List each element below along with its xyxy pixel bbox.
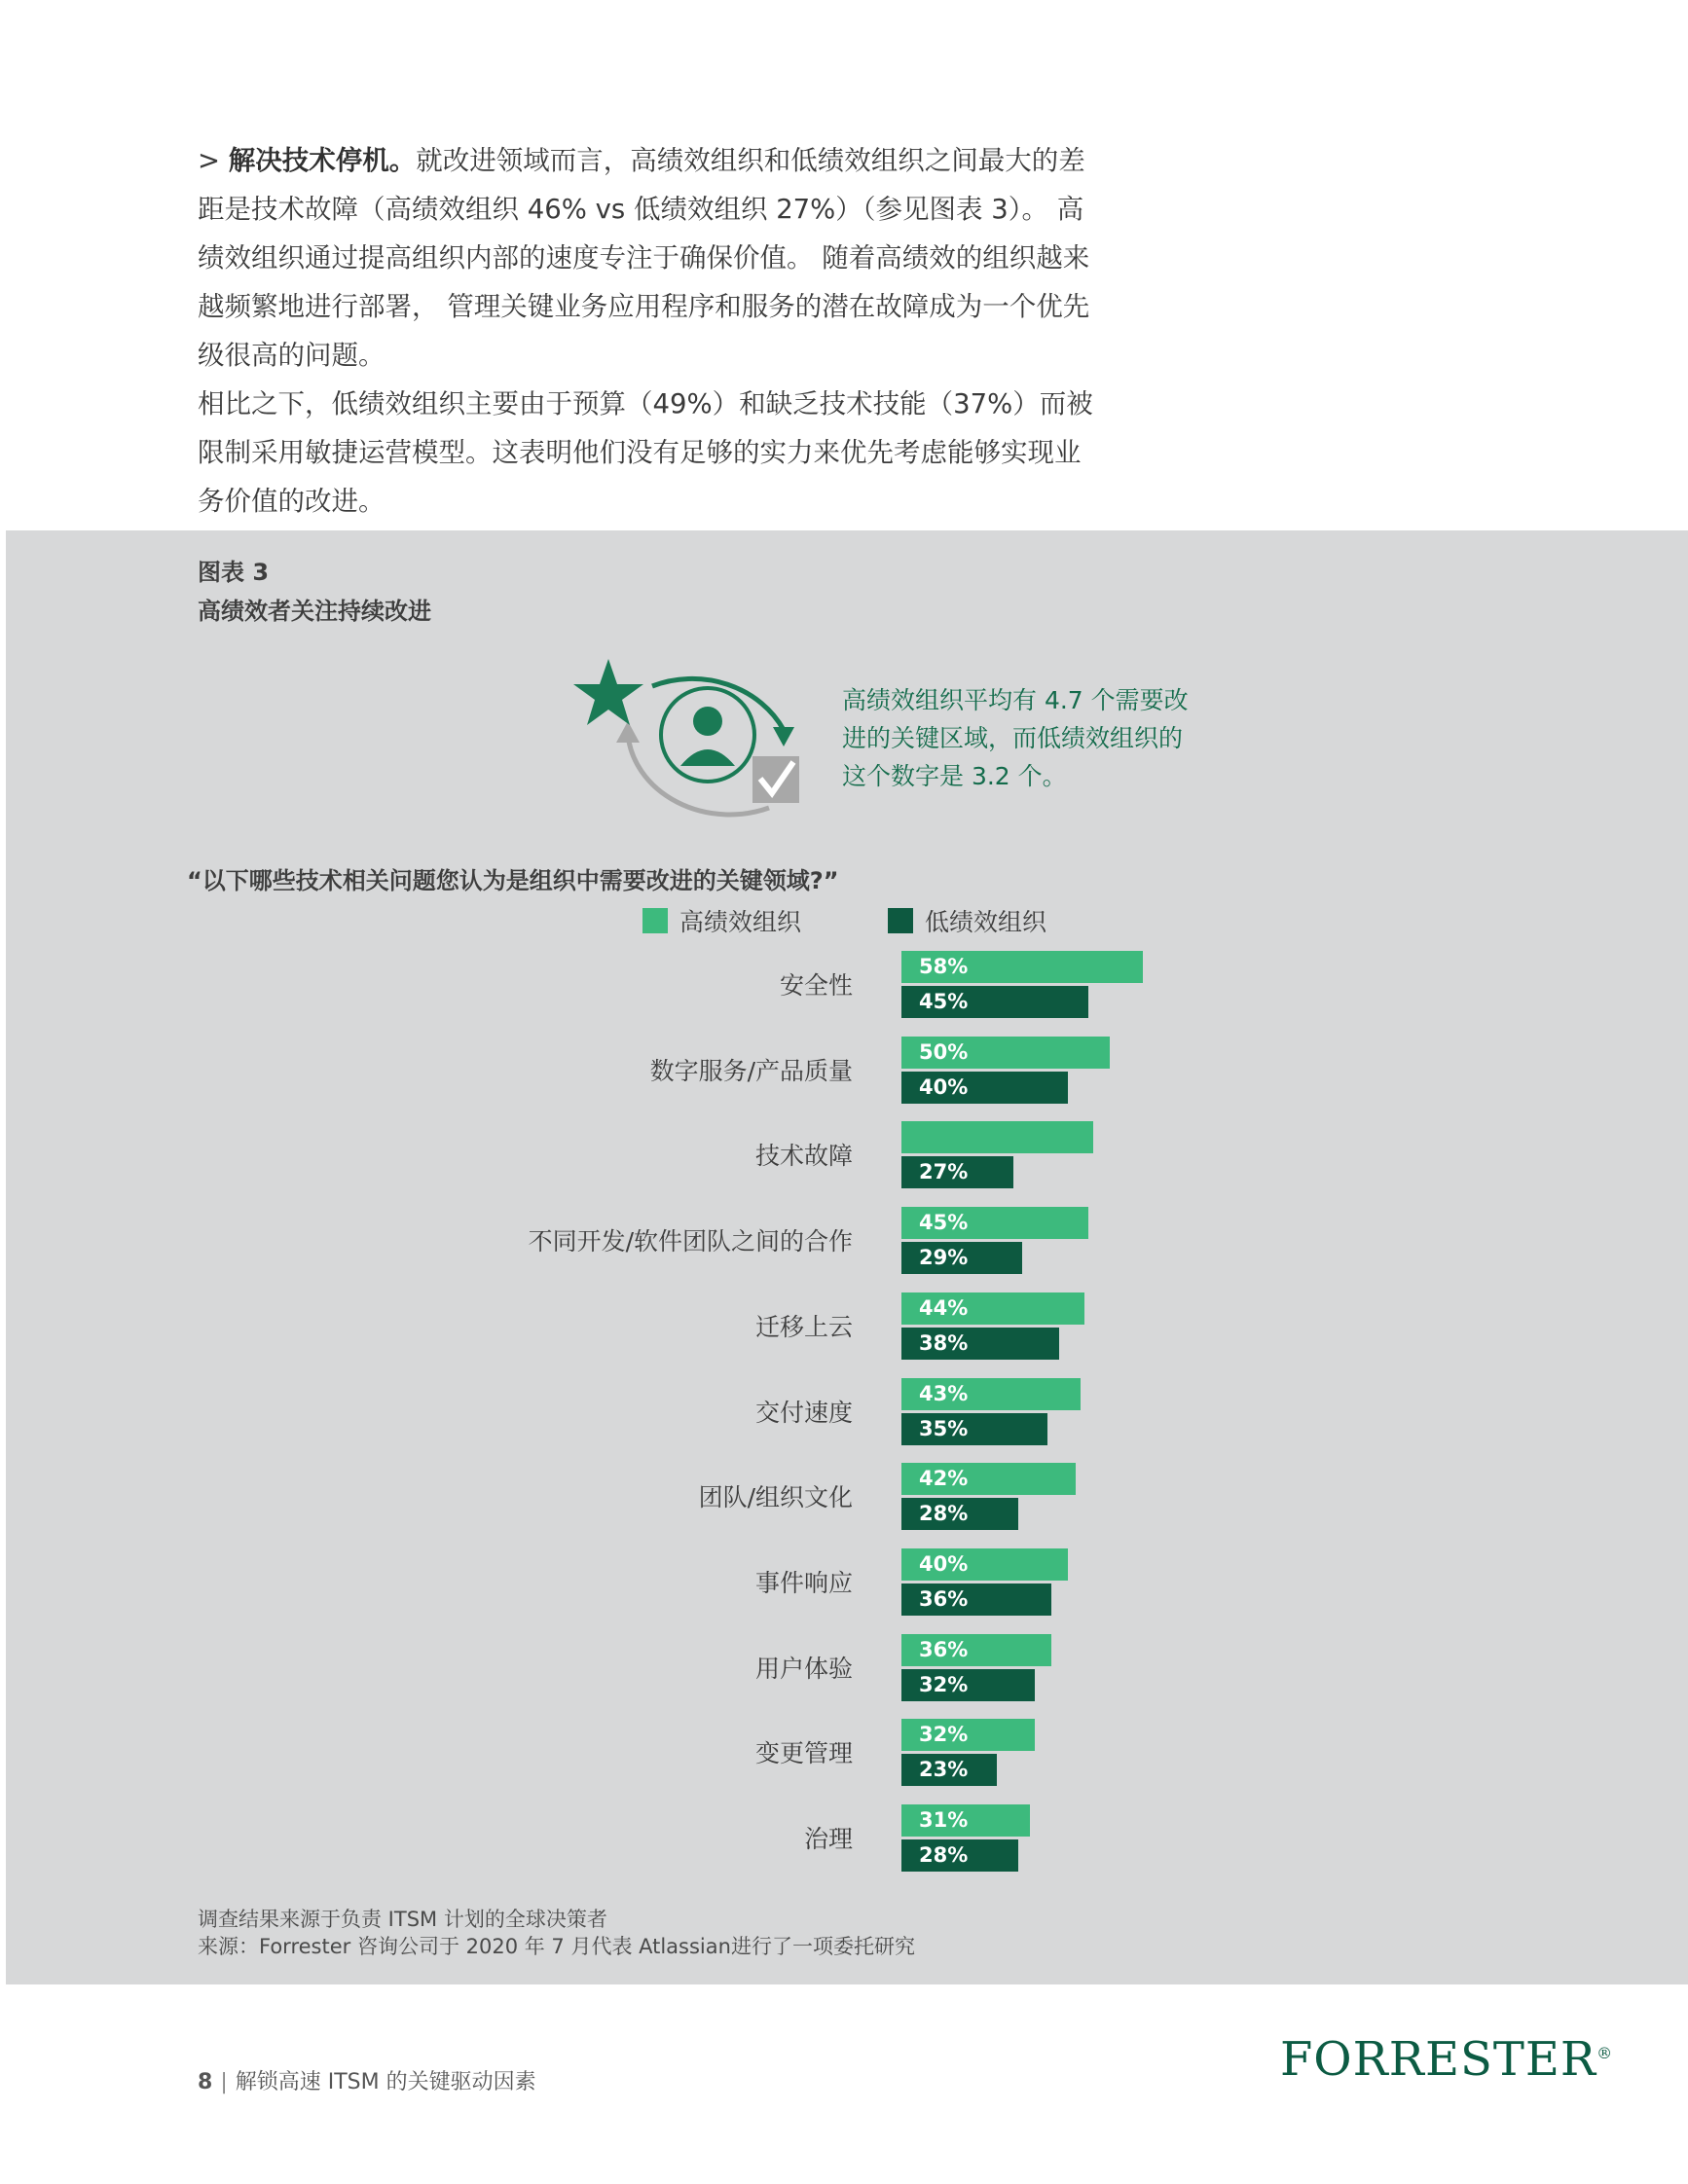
bar-high-performer [901,1037,1110,1069]
legend-item-low [888,903,1046,938]
bar-high-performer [901,1804,1030,1837]
bar-value-label: 28% [919,1843,969,1867]
bar-value-label: 31% [919,1808,969,1832]
bar-low-performer [901,1498,1018,1530]
intro-text [198,136,1093,526]
legend-swatch-high [642,908,668,933]
chart-notes [198,1906,915,1960]
bar-high-performer [901,1207,1088,1239]
figure-label: 图表 3 [198,559,270,586]
chart-row [0,1291,1688,1361]
bar-value-label: 40% [919,1551,969,1576]
bar-value-label: 50% [919,1039,969,1064]
legend-swatch-low [888,908,913,933]
chart-row [0,1717,1688,1787]
bar-value-label: 32% [919,1672,969,1696]
bar-low-performer [901,1072,1068,1104]
bar-value-label: 32% [919,1723,969,1747]
category-label: 变更管理 [754,1739,853,1768]
figure-title: 高绩效者关注持续改进 [198,598,431,625]
bar-value-label: 40% [919,1074,969,1099]
footer-separator: | [220,2070,228,2094]
page-footer [198,2065,536,2095]
bar-low-performer [901,1669,1035,1701]
chart-row [0,1205,1688,1275]
chart-row [0,949,1688,1019]
category-label: 数字服务/产品质量 [649,1056,853,1085]
chart-row [0,1802,1688,1873]
star-icon [573,659,643,725]
category-label: 不同开发/软件团队之间的合作 [528,1227,853,1256]
bar-value-label: 45% [919,990,969,1013]
category-label: 用户体验 [754,1654,853,1683]
intro-bold-lead: 解决技术停机。 [228,145,417,176]
bar-value-label: 58% [919,955,969,978]
chart-row [0,1461,1688,1531]
bar-high-performer [901,1548,1068,1581]
category-label: 技术故障 [754,1142,853,1171]
chart-row [0,1035,1688,1105]
user-head-icon [693,707,722,736]
bar-value-label: 36% [919,1586,969,1611]
bar-high-performer [901,1378,1081,1410]
bar-low-performer [901,1413,1047,1445]
bar-high-performer [901,1292,1084,1325]
legend-item-high [642,903,801,938]
user-body-icon [680,749,735,766]
category-label: 事件响应 [754,1568,853,1597]
category-label: 团队/组织文化 [698,1483,853,1512]
bar-value-label: 36% [919,1637,969,1661]
bar-value-label: 27% [919,1160,969,1184]
bar-chart [0,949,1688,1883]
continuous-improvement-icon [560,637,832,832]
intro-paragraph-2: 相比之下，低绩效组织主要由于预算（49%）和缺乏技术技能（37%）而被限制采用敏捷运营模型。这表明他们没有足够的实力来优先考虑能够实现业务价值的改进。 [198,388,1093,517]
bar-value-label: 29% [919,1246,969,1270]
bar-low-performer [901,1839,1018,1872]
bar-low-performer [901,986,1088,1018]
bar-value-label: 38% [919,1330,969,1355]
bar-value-label: 23% [919,1758,969,1782]
bar-low-performer [901,1754,997,1786]
intro-paragraph-1 [198,136,1093,380]
bar-value-label: 45% [919,1211,969,1235]
chart-row [0,1547,1688,1617]
legend-label-low: 低绩效组织 [925,908,1047,936]
logo-wordmark: FORRESTER [1280,2032,1597,2087]
bar-value-label: 35% [919,1416,969,1440]
document-title: 解锁高速 ITSM 的关键驱动因素 [235,2070,536,2094]
intro-paragraph-1-body: 就改进领域而言，高绩效组织和低绩效组织之间最大的差距是技术故障（高绩效组织 46% vs 低绩效组织 27%）（参见图表 3）。 高绩效组织通过提高组织内部的速度专注于确保价值。 随着高绩效的组织越来越频繁地进行部署， 管理关键业务应用程序和服务的潜在故障成为一个优先级很高的问题。 [198,145,1090,371]
bullet-marker: > [198,145,221,176]
bar-low-performer [901,1242,1022,1274]
bar-low-performer [901,1328,1059,1360]
category-label: 交付速度 [754,1398,853,1427]
bar-high-performer [901,1634,1051,1666]
source-note: 来源：Forrester 咨询公司于 2020 年 7 月代表 Atlassian进行了一项委托研究 [198,1935,915,1958]
bar-low-performer [901,1156,1013,1188]
callout-text: 高绩效组织平均有 4.7 个需要改进的关键区域，而低绩效组织的这个数字是 3.2 个。 [842,686,1189,790]
bar-high-performer [901,951,1143,983]
chart-row [0,1632,1688,1702]
bar-high-performer [901,1719,1035,1751]
green-arrowhead-icon [773,727,794,746]
bar-high-performer [901,1463,1076,1495]
survey-question: “以下哪些技术相关问题您认为是组织中需要改进的关键领域?” [187,867,839,894]
chart-row [0,1376,1688,1446]
bar-value-label: 44% [919,1295,969,1320]
bar-high-performer [901,1121,1093,1153]
bar-value-label: 28% [919,1502,969,1526]
category-label: 治理 [803,1825,853,1853]
forrester-logo [1280,2032,1613,2087]
chart-row [0,1119,1688,1189]
survey-note: 调查结果来源于负责 ITSM 计划的全球决策者 [198,1908,607,1931]
bar-low-performer [901,1583,1051,1616]
logo-registered-mark: ® [1596,2044,1614,2062]
bar-value-label: 43% [919,1381,969,1405]
category-label: 安全性 [779,971,853,1000]
grey-cycle-arrow-icon [628,735,769,815]
legend-label-high: 高绩效组织 [679,908,802,936]
page-number: 8 [198,2070,213,2094]
category-label: 迁移上云 [754,1312,853,1341]
grey-arrowhead-icon [616,721,640,743]
bar-value-label: 42% [919,1467,969,1491]
